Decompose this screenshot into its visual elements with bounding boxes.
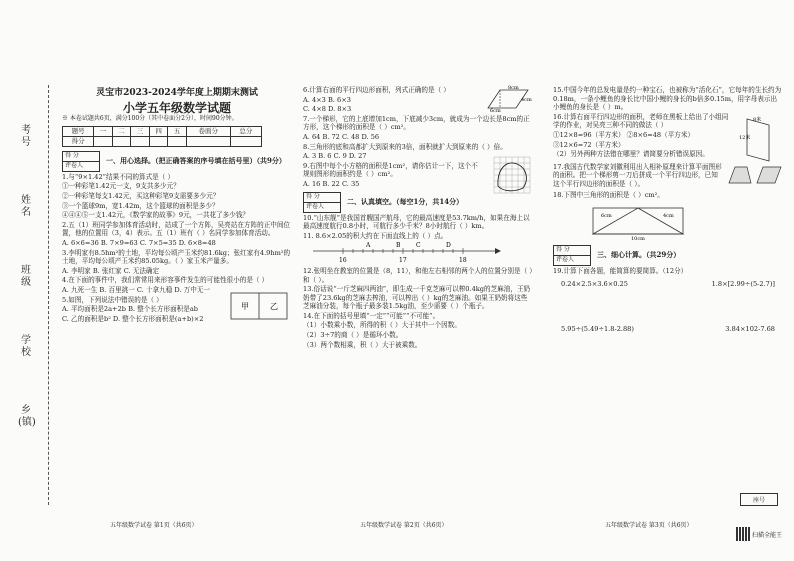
subject-title: 小学五年级数学试题	[122, 100, 231, 115]
question-option: ③12×6=72（平方米）	[553, 140, 625, 149]
question-option: A. 3 B. 6 C. 9 D. 27	[303, 152, 367, 161]
grader-score-label: 得 分	[63, 152, 99, 162]
parallelogram-figure-2	[739, 115, 779, 163]
binding-label-class: 班级	[21, 265, 31, 288]
question: 19.计算下面各题，能简算的要简算。（12分）	[553, 266, 688, 275]
score-cell[interactable]	[94, 136, 113, 146]
fig-label: 10cm	[631, 236, 645, 243]
grader-box	[303, 192, 341, 213]
score-row-label: 得分	[63, 136, 94, 146]
calc-item: 0.24×2.5×3.6×0.25	[561, 280, 628, 289]
section-1-title: 一、用心选择。（把正确答案的序号填在括号里）（共9分）	[106, 155, 286, 165]
fig-label: 6cm	[490, 108, 501, 114]
question-option: C. 乙的面积是b² D. 整个长方形面积是(a+b)×2	[62, 314, 204, 323]
score-header: 二	[112, 126, 131, 136]
question: 2.五（1）班同学参加体育活动时，站成了一个方阵，吴亮站在方阵的正中间位置，他的位置用（3，4）表示。五（1）班有（ ）名同学参加体育活动。	[62, 220, 291, 238]
grader-score-label: 得 分	[554, 246, 590, 256]
question-option: （2）另外两种方法错在哪里？请简要分析错误原因。	[553, 150, 709, 159]
grader-box	[553, 245, 591, 266]
calc-item: 1.8×[2.99÷(5-2.7)]	[711, 280, 775, 289]
question-option: A. 平均面积是2a+2b B. 整个长方形面积是ab	[62, 305, 199, 314]
point-label: B	[396, 242, 401, 250]
tick-label: 16	[339, 257, 347, 265]
question: 1.与“9×1.42”结果不同的算式是（ ）	[62, 172, 175, 181]
question: 16.计算右面平行四边形的面积，老师在黑板上给出了小组同学的作业，对吴亮三种不同的做法（ ）	[553, 112, 729, 130]
score-cell[interactable]	[149, 136, 168, 146]
question: 18.下图中三角形的面积是（ ）cm²。	[553, 190, 664, 199]
question-option: ②一种彩笔每支1.42元，买这种彩笔9支需要多少元？	[62, 191, 220, 200]
binding-label-name: 姓名	[21, 195, 31, 218]
grader-name-label: 评卷人	[65, 161, 84, 169]
fig-label: 8cm	[508, 85, 519, 91]
binding-label-kaohao: 考号	[21, 125, 31, 148]
question-option: A. 16 B. 22 C. 35	[303, 179, 360, 188]
question: 13.俗话说“一斤芝麻四两油”，即生成一千克芝麻可以榨0.4kg的芝麻油，王奶奶带了23.6kg的芝麻去榨油，可以榨出（ ）kg的芝麻油。如果王奶奶将这些芝麻油分装，每个瓶子最多装1.5kg油，至少需要（ ）个瓶子。	[303, 285, 531, 311]
trapezoid-figure	[725, 163, 783, 185]
exam-title: 灵宝市2023-2024学年度上期期末测试	[96, 88, 258, 98]
question-option: ①12×8=96（平方米） ②8×6=48（平方米）	[553, 130, 695, 139]
tick-label: 18	[459, 257, 467, 265]
calc-item: 5.95÷(5.49÷1.8-2.88)	[561, 324, 634, 333]
question: 17.我国古代数学家刘徽利用出入相补原理来计算平面图形的面积。把一个梯形剪一刀后拼成一个平行四边形，已知这个平行四边形的面积是（ ）。	[553, 162, 722, 188]
triangle-figure	[583, 200, 703, 243]
fig-label: 8米	[753, 116, 762, 123]
seat-number-box: 座号	[740, 493, 778, 506]
qr-code-icon	[736, 527, 750, 541]
page-1-footer: 五年级数学试卷 第1页（共6页）	[110, 522, 198, 529]
question-option: A. 4×3 B. 6×3	[303, 95, 351, 104]
scanner-watermark: 扫描全能王	[752, 532, 783, 539]
score-header: 题号	[63, 126, 94, 136]
score-cell[interactable]	[186, 136, 230, 146]
fig-label: 4cm	[663, 213, 674, 220]
fig-label: 6cm	[601, 213, 612, 220]
question-option: C. 4×8 D. 8×3	[303, 105, 352, 114]
score-header: 三	[131, 126, 150, 136]
exam-note: ※ 本卷试题共6页，满分100分（其中卷面分2分），时间90分钟。	[62, 115, 238, 123]
question: 4.在下面的事件中，我们常常用来形容事件发生的可能性很小的是（ ）	[62, 276, 269, 285]
grader-box	[62, 151, 100, 172]
score-header: 五	[168, 126, 187, 136]
score-header: 总分	[230, 126, 261, 136]
question-option: A. 李明家 B. 张红家 C. 无法确定	[62, 266, 160, 275]
question: 6.计算右面的平行四边形面积，列式正确的是（ ）	[303, 86, 450, 94]
rectangle-figure	[230, 292, 288, 320]
score-header: 卷面分	[186, 126, 230, 136]
score-cell[interactable]	[168, 136, 187, 146]
parallelogram-figure	[478, 86, 530, 112]
fig-label-yi: 乙	[270, 301, 278, 311]
question: 12.张明坐在教室的位置是（8，11），和他左右相邻的两个人的位置分别是（ ）和（ ）。	[303, 266, 533, 284]
score-cell[interactable]	[131, 136, 150, 146]
point-label: C	[416, 242, 421, 250]
number-line	[303, 241, 503, 263]
tick-label: 17	[399, 257, 407, 265]
question-option: ③一个篮球9m，宽1.42m，这个篮球的面积是多少？	[62, 201, 219, 210]
score-table	[62, 126, 262, 147]
question: （1）小数乘小数，所得的积（ ）大于其中一个因数。	[303, 321, 461, 330]
page-3-footer: 五年级数学试卷 第3页（共6页）	[605, 522, 693, 529]
section-3-title: 三、细心计算。（共29分）	[597, 249, 681, 259]
page-1	[62, 85, 292, 324]
calc-item: 3.84×102-7.68	[725, 324, 775, 333]
score-cell[interactable]	[230, 136, 261, 146]
grader-score-label: 得 分	[304, 193, 340, 203]
question-option: A. 64 B. 72 C. 48 D. 56	[303, 132, 380, 141]
irregular-grid-figure	[493, 156, 531, 194]
question: （2）3÷7的商（ ）是循环小数。	[303, 331, 403, 340]
fig-label: 4cm	[521, 97, 532, 103]
question-option: ④④④⑤一支1.42元，《数学家的故事》9元，一共花了多少钱？	[62, 211, 250, 220]
question: 5.如图，下列说法中错误的是（ ）	[62, 295, 163, 304]
question: 11. 8.6×2.05的积大约在下面直线上的（ ）点。	[303, 231, 448, 240]
question: 14.在下面的括号里填“一定”“可能”“不可能”。	[303, 311, 440, 320]
page-3	[553, 85, 783, 334]
section-2-title: 二、认真填空。（每空1分，共14分）	[347, 196, 464, 206]
question: 8.三角形的底和高都扩大到原来的3倍，面积就扩大到原来的（ ）倍。	[303, 142, 507, 151]
page-2-footer: 五年级数学试卷 第2页（共6页）	[360, 522, 448, 529]
binding-label-town: 乡(镇)	[18, 405, 36, 428]
grader-name-label: 评卷人	[306, 202, 325, 210]
question: （3）两个数相乘，积（ ）大于被乘数。	[303, 340, 422, 349]
question: 10.“山东舰”是我国首艘国产航母，它的最高速度是53.7km/h，如果在海上以最高速度航行0.8小时，可航行多少千米？8小时航行（ ）km。	[303, 213, 530, 231]
score-header: 一	[94, 126, 113, 136]
question: 7.一个梯形，它的上底增加1cm，下底减少3cm，就成为一个边长是8cm的正方形，这个梯形的面积是（ ）cm²。	[303, 114, 530, 132]
question-option: ①一种彩笔1.42元一支，9支共多少元？	[62, 182, 180, 191]
binding-strip	[0, 85, 62, 505]
score-header: 四	[149, 126, 168, 136]
binding-label-school: 学校	[21, 335, 31, 358]
question: 15.中国今年的总发电量是约一种宝石，也被称为“活化石”，它每年的生长约为0.18m，一条小鲤鱼的身长比中国小鲤的身长的b倍多0.15m，用字母表示出小鲤鱼的身长是（ ）m。	[553, 86, 782, 112]
fig-label: 12米	[739, 134, 751, 141]
score-cell[interactable]	[112, 136, 131, 146]
fig-label-jia: 甲	[241, 301, 249, 311]
question-option: A. 6×6=36 B. 7×9=63 C. 7×5=35 D. 6×8=48	[62, 238, 216, 247]
question-option: A. 九死一生 B. 百里挑一 C. 十拿九稳 D. 万中无一	[62, 285, 211, 294]
cut-line	[48, 85, 49, 505]
grader-name-label: 评卷人	[556, 255, 575, 263]
question: 9.右图中每个小方格的面积是1cm²，请你估计一下，这个不规则图形的面积约是（ ）cm²。	[303, 161, 478, 179]
page-2	[303, 85, 533, 350]
point-label: A	[366, 242, 371, 250]
point-label: D	[446, 242, 451, 250]
question: 3.李明家有8.5hm²的土地，平均每公顷产玉米约81.6kg；张红家有4.9hm²的土地，平均每公顷产玉米约85.05kg。（ ）家玉米产量多。	[62, 248, 291, 266]
